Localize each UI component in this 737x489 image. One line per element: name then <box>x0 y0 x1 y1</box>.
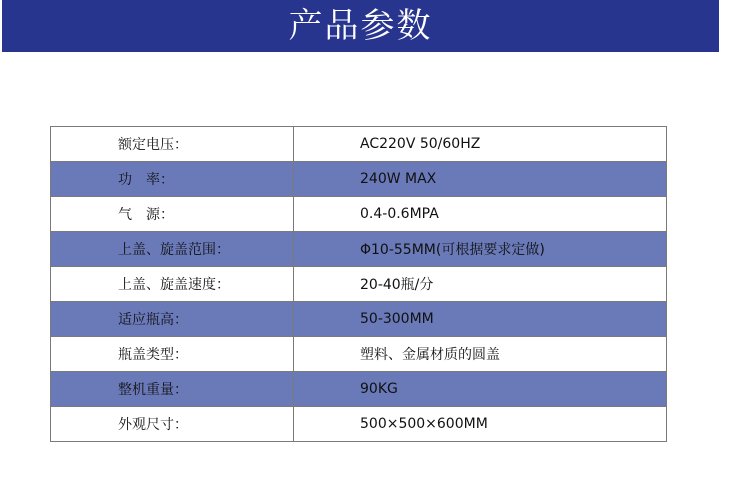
spec-value: 20-40瓶/分 <box>294 267 667 302</box>
table-row <box>51 127 667 162</box>
spec-label: 上盖、旋盖速度： <box>51 267 294 302</box>
table-row <box>51 372 667 407</box>
spec-label: 外观尺寸： <box>51 407 294 442</box>
table-row <box>51 407 667 442</box>
table-row <box>51 162 667 197</box>
spec-value: 240W MAX <box>294 162 667 197</box>
table-row <box>51 302 667 337</box>
table-row <box>51 267 667 302</box>
spec-value: 0.4-0.6MPA <box>294 197 667 232</box>
spec-label: 适应瓶高： <box>51 302 294 337</box>
page-title: 产品参数 <box>288 6 433 46</box>
page-title-banner <box>2 0 719 52</box>
spec-label: 功 率： <box>51 162 294 197</box>
spec-value: 50-300MM <box>294 302 667 337</box>
table-row <box>51 232 667 267</box>
table-row <box>51 197 667 232</box>
spec-value: 塑料、金属材质的圆盖 <box>294 337 667 372</box>
spec-label: 气 源： <box>51 197 294 232</box>
spec-value: 90KG <box>294 372 667 407</box>
spec-label: 额定电压： <box>51 127 294 162</box>
spec-value: 500×500×600MM <box>294 407 667 442</box>
spec-label: 整机重量： <box>51 372 294 407</box>
table-row <box>51 337 667 372</box>
spec-table <box>50 126 667 442</box>
spec-value: AC220V 50/60HZ <box>294 127 667 162</box>
spec-label: 瓶盖类型： <box>51 337 294 372</box>
spec-label: 上盖、旋盖范围： <box>51 232 294 267</box>
spec-value: Φ10-55MM(可根据要求定做) <box>294 232 667 267</box>
